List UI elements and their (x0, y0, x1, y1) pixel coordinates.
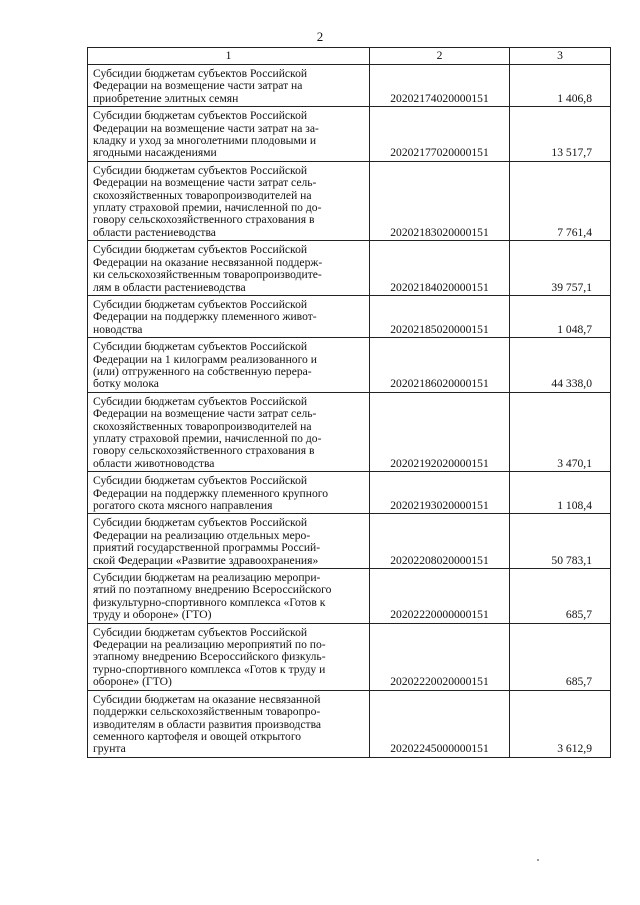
row-amount: 50 783,1 (510, 514, 611, 569)
row-amount: 13 517,7 (510, 107, 611, 162)
description-line: Субсидии бюджетам субъектов Российской (93, 474, 308, 488)
row-description (88, 472, 370, 514)
description-line: Субсидии бюджетам субъектов Российской (93, 394, 308, 408)
description-line: ятий по поэтапному внедрению Всероссийского (93, 583, 332, 597)
description-line: труду и обороне» (ГТО) (93, 608, 212, 622)
description-line: Субсидии бюджетам на оказание несвязанной (93, 692, 321, 706)
row-description (88, 623, 370, 690)
row-budget-code: 20202177020000151 (370, 107, 510, 162)
description-line: рогатого скота мясного направления (93, 499, 273, 512)
description-line: Субсидии бюджетам субъектов Российской (93, 109, 308, 123)
description-line: скохозяйственных товаропроизводителей на (93, 419, 312, 433)
description-line: Федерации на 1 килограмм реализованного и (93, 352, 317, 366)
description-line: Субсидии бюджетам на реализацию меропри- (93, 571, 321, 585)
row-budget-code: 20202184020000151 (370, 241, 510, 296)
row-description (88, 514, 370, 569)
description-line: Федерации на реализацию отдельных меро- (93, 528, 311, 542)
description-line: ки сельскохозяйственным товаропроизводите- (93, 268, 322, 282)
row-budget-code: 20202174020000151 (370, 65, 510, 107)
description-line: говору сельскохозяйственного страхования в (93, 213, 315, 227)
table-row (88, 569, 611, 624)
description-line: Субсидии бюджетам субъектов Российской (93, 340, 308, 354)
description-line: кладку и уход за многолетними плодовыми и (93, 134, 317, 148)
description-line: Субсидии бюджетам субъектов Российской (93, 297, 308, 311)
row-budget-code: 20202193020000151 (370, 472, 510, 514)
description-line: приобретение элитных семян (93, 91, 239, 105)
description-line: Федерации на реализацию мероприятий по по- (93, 638, 326, 652)
table-row (88, 65, 611, 107)
description-line: Федерации на оказание несвязанной поддерж- (93, 255, 323, 269)
page-number: 2 (316, 29, 324, 44)
description-line: скохозяйственных товаропроизводителей на (93, 188, 312, 202)
description-line: Федерации на возмещение части затрат сель- (93, 176, 317, 190)
row-amount: 685,7 (510, 623, 611, 690)
description-line: уплату страховой премии, начисленной по до- (93, 431, 322, 445)
row-description (88, 295, 370, 337)
column-header-description: 1 (88, 48, 370, 65)
row-amount: 39 757,1 (510, 241, 611, 296)
scan-speck (537, 859, 539, 861)
row-budget-code: 20202208020000151 (370, 514, 510, 569)
description-line: ской Федерации «Развитие здравоохранения» (93, 553, 319, 567)
row-amount: 1 108,4 (510, 472, 611, 514)
description-line: ягодными насаждениями (93, 146, 217, 160)
description-line: Федерации на возмещение части затрат на за- (93, 121, 319, 135)
description-line: Федерации на поддержку племенного живот- (93, 310, 317, 324)
table-row (88, 338, 611, 393)
row-description (88, 338, 370, 393)
row-description (88, 161, 370, 240)
row-description (88, 107, 370, 162)
description-line: обороне» (ГТО) (93, 675, 172, 689)
description-line: Субсидии бюджетам субъектов Российской (93, 67, 308, 80)
description-line: физкультурно-спортивного комплекса «Готов к (93, 595, 326, 609)
description-line: области растениеводства (93, 225, 216, 239)
table-body (88, 65, 611, 758)
description-line: Субсидии бюджетам субъектов Российской (93, 243, 308, 257)
description-line: лям в области растениеводства (93, 280, 246, 294)
table-row (88, 241, 611, 296)
table-row (88, 392, 611, 471)
description-line: турно-спортивного комплекса «Готов к труду и (93, 662, 326, 676)
description-line: Субсидии бюджетам субъектов Российской (93, 516, 308, 530)
row-budget-code: 20202192020000151 (370, 392, 510, 471)
column-header-code: 2 (370, 48, 510, 65)
table-row (88, 161, 611, 240)
description-line: Федерации на возмещение части затрат сель- (93, 407, 317, 421)
budget-table (87, 47, 611, 758)
description-line: (или) отгруженного на собственную перера- (93, 364, 312, 378)
table-header-row (88, 48, 611, 65)
row-description (88, 241, 370, 296)
row-amount: 7 761,4 (510, 161, 611, 240)
description-line: Федерации на возмещение части затрат на (93, 79, 303, 93)
table-row (88, 514, 611, 569)
table-row (88, 623, 611, 690)
description-line: новодства (93, 322, 143, 336)
row-amount: 1 406,8 (510, 65, 611, 107)
row-amount: 1 048,7 (510, 295, 611, 337)
table-row (88, 472, 611, 514)
description-line: этапному внедрению Всероссийского физкуль- (93, 650, 326, 664)
row-budget-code: 20202186020000151 (370, 338, 510, 393)
row-amount: 685,7 (510, 569, 611, 624)
row-amount: 3 612,9 (510, 690, 611, 757)
row-budget-code: 20202220000000151 (370, 569, 510, 624)
row-description (88, 392, 370, 471)
description-line: приятий государственной программы Россий- (93, 541, 321, 555)
table-row (88, 107, 611, 162)
description-line: Субсидии бюджетам субъектов Российской (93, 625, 308, 639)
row-amount: 3 470,1 (510, 392, 611, 471)
row-description (88, 690, 370, 757)
description-line: грунта (93, 742, 126, 756)
description-line: изводителям в области развития производства (93, 717, 322, 731)
row-budget-code: 20202183020000151 (370, 161, 510, 240)
row-amount: 44 338,0 (510, 338, 611, 393)
row-budget-code: 20202220020000151 (370, 623, 510, 690)
column-header-amount: 3 (510, 48, 611, 65)
row-description (88, 65, 370, 107)
table-row (88, 690, 611, 757)
row-description (88, 569, 370, 624)
description-line: Федерации на поддержку племенного крупного (93, 486, 329, 500)
description-line: уплату страховой премии, начисленной по до- (93, 201, 322, 215)
description-line: ботку молока (93, 377, 159, 391)
description-line: области животноводства (93, 456, 215, 470)
description-line: Субсидии бюджетам субъектов Российской (93, 163, 308, 177)
table-row (88, 295, 611, 337)
description-line: семенного картофеля и овощей открытого (93, 729, 302, 743)
row-budget-code: 20202245000000151 (370, 690, 510, 757)
row-budget-code: 20202185020000151 (370, 295, 510, 337)
description-line: говору сельскохозяйственного страхования в (93, 444, 315, 458)
description-line: поддержки сельскохозяйственным товаропро- (93, 705, 321, 719)
